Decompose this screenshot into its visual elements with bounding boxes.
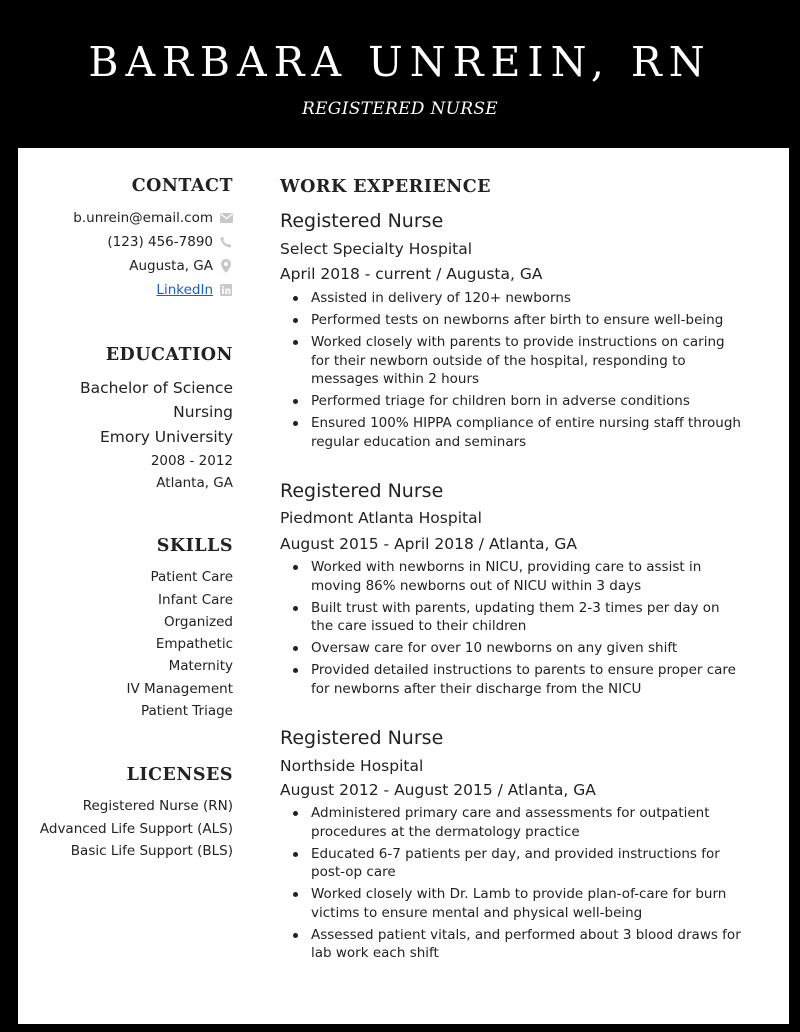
- education-heading: EDUCATION: [105, 345, 233, 365]
- skill-item: Infant Care: [158, 592, 233, 608]
- phone-icon: [219, 235, 233, 249]
- bullet-item: Worked closely with Dr. Lamb to provide plan-of-care for burn victims to ensure mental and physical well-being: [311, 885, 741, 922]
- skill-item: Empathetic: [155, 636, 233, 652]
- job-dates: August 2012 - August 2015 / Atlanta, GA: [280, 781, 596, 799]
- job-dates: April 2018 - current / Augusta, GA: [280, 265, 543, 283]
- map-pin-icon: [219, 259, 233, 273]
- skill-item: Patient Triage: [140, 703, 233, 719]
- licenses-heading: LICENSES: [126, 765, 233, 785]
- linkedin-icon[interactable]: [219, 283, 233, 297]
- skill-item: Organized: [163, 614, 233, 630]
- bullet-item: Oversaw care for over 10 newborns on any given shift: [311, 639, 741, 658]
- job-bullets: [280, 558, 741, 702]
- contact-phone: [107, 234, 233, 250]
- job-company: Piedmont Atlanta Hospital: [280, 509, 482, 527]
- bullet-item: Educated 6-7 patients per day, and provided instructions for post-op care: [311, 845, 741, 882]
- contact-linkedin[interactable]: [156, 282, 233, 298]
- skill-item: IV Management: [126, 681, 233, 697]
- license-item: Basic Life Support (BLS): [70, 843, 233, 859]
- location-text: Augusta, GA: [129, 258, 213, 274]
- job-dates: August 2015 - April 2018 / Atlanta, GA: [280, 535, 578, 553]
- resume-body: [18, 148, 789, 1024]
- bullet-item: Administered primary care and assessments for outpatient procedures at the dermatology practice: [311, 804, 741, 841]
- contact-email: [73, 210, 233, 226]
- bullet-item: Ensured 100% HIPPA compliance of entire nursing staff through regular education and seminars: [311, 415, 741, 450]
- education-years: 2008 - 2012: [150, 453, 233, 469]
- candidate-role: REGISTERED NURSE: [302, 99, 498, 119]
- bullet-item: Performed triage for children born in adverse conditions: [311, 392, 741, 411]
- education-major: Nursing: [173, 403, 233, 421]
- phone-text: (123) 456-7890: [107, 234, 213, 250]
- candidate-name: BARBARA UNREIN, RN: [88, 38, 712, 86]
- skills-heading: SKILLS: [156, 536, 233, 556]
- contact-heading: CONTACT: [131, 176, 233, 196]
- skill-item: Patient Care: [150, 569, 233, 585]
- bullet-item: Worked closely with parents to provide instructions on caring for their newborn outside of the hospital, responding to messages within 2 hours: [311, 333, 741, 389]
- job-title: Registered Nurse: [280, 727, 444, 749]
- job-bullets: [280, 804, 741, 966]
- license-item: Registered Nurse (RN): [82, 798, 233, 814]
- job-company: Northside Hospital: [280, 757, 424, 775]
- experience-heading: WORK EXPERIENCE: [280, 177, 491, 197]
- license-item: Advanced Life Support (ALS): [39, 821, 233, 837]
- skill-item: Maternity: [168, 658, 233, 674]
- job-title: Registered Nurse: [280, 210, 444, 232]
- contact-location: [129, 258, 233, 274]
- education-school: Emory University: [99, 428, 233, 446]
- resume-header: [0, 0, 800, 148]
- bullet-item: Provided detailed instructions to parents to ensure proper care for newborns after their discharge from the NICU: [311, 661, 741, 698]
- job-company: Select Specialty Hospital: [280, 240, 473, 258]
- bullet-item: Performed tests on newborns after birth to ensure well-being: [311, 311, 741, 330]
- job-title: Registered Nurse: [280, 480, 444, 502]
- bullet-item: Assessed patient vitals, and performed about 3 blood draws for lab work each shift: [311, 926, 741, 961]
- education-location: Atlanta, GA: [156, 475, 233, 491]
- job-bullets: [280, 289, 741, 455]
- bullet-item: Built trust with parents, updating them 2-3 times per day on the care issued to their children: [311, 599, 741, 636]
- education-degree: Bachelor of Science: [79, 379, 233, 397]
- email-text: b.unrein@email.com: [73, 210, 213, 226]
- bullet-item: Worked with newborns in NICU, providing care to assist in moving 86% newborns out of NICU within 3 days: [311, 558, 741, 595]
- envelope-icon: [219, 211, 233, 225]
- bullet-item: Assisted in delivery of 120+ newborns: [311, 289, 741, 308]
- linkedin-link[interactable]: LinkedIn: [156, 282, 213, 298]
